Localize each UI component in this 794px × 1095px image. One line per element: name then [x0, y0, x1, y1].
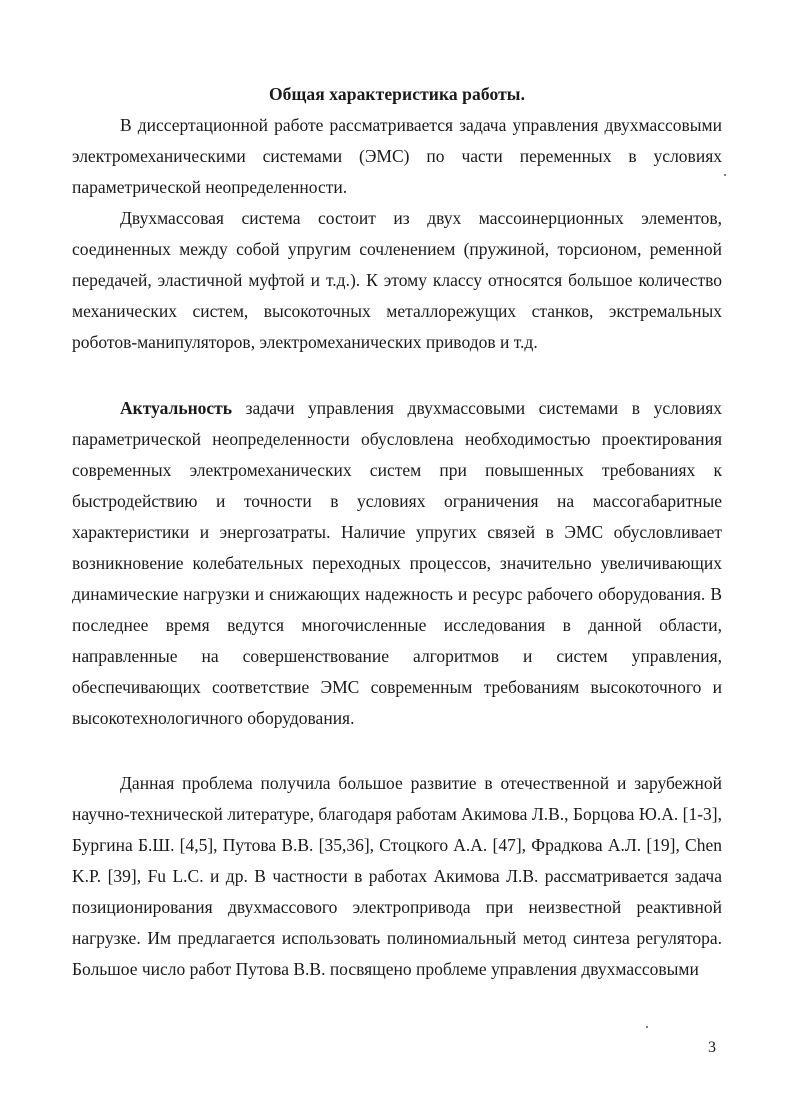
paragraph-two-mass-system: Двухмассовая система состоит из двух массоинерционных элементов, соединенных между собой упругим сочленением (пружиной, торсионом, ременной передачей, эластичной муфтой и т.д.). К этому классу относятся большое количество механических систем, высокоточных металлорежущих станков, экстремальных роботов-манипуляторов, электромеханических приводов и т.д.	[72, 208, 722, 352]
page-number: 3	[708, 1039, 716, 1056]
scan-speck	[646, 1026, 648, 1028]
paragraph-intro: В диссертационной работе рассматривается задача управления двухмассовыми электромеханическими системами (ЭМС) по части переменных в условиях параметрической неопределенности.	[72, 115, 722, 197]
section-title: Общая характеристика работы.	[268, 84, 526, 104]
scan-speck	[724, 174, 726, 176]
paragraph-relevance	[72, 393, 722, 734]
relevance-keyword: Актуальность	[120, 398, 233, 418]
relevance-text: задачи управления двухмассовыми системами в условиях параметрической неопределенности обусловлена необходимостью проектирования современных электромеханических систем при повышенных требованиях к быстродействию и точности в условиях ограничения на массогабаритные характеристики и энергозатраты. Наличие упругих связей в ЭМС обусловливает возникновение колебательных переходных процессов, значительно увеличивающих динамические нагрузки и снижающих надежность и ресурс рабочего оборудования. В последнее время ведутся многочисленные исследования в данной области, направленные на совершенствование алгоритмов и систем управления, обеспечивающих соответствие ЭМС современным требованиям высокоточного и высокотехнологичного оборудования.	[72, 398, 722, 728]
paragraph-literature-review: Данная проблема получила большое развитие в отечественной и зарубежной научно-технической литературе, благодаря работам Акимова Л.В., Борцова Ю.А. [1-3], Бургина Б.Ш. [4,5], Путова В.В. [35,36], Стоцкого А.А. [47], Фрадкова А.Л. [19], Chen K.P. [39], Fu L.C. и др. В частности в работах Акимова Л.В. рассматривается задача позиционирования двухмассового электропривода при неизвестной реактивной нагрузке. Им предлагается использовать полиномиальный метод синтеза регулятора. Большое число работ Путова В.В. посвящено проблеме управления двухмассовыми	[72, 773, 722, 979]
